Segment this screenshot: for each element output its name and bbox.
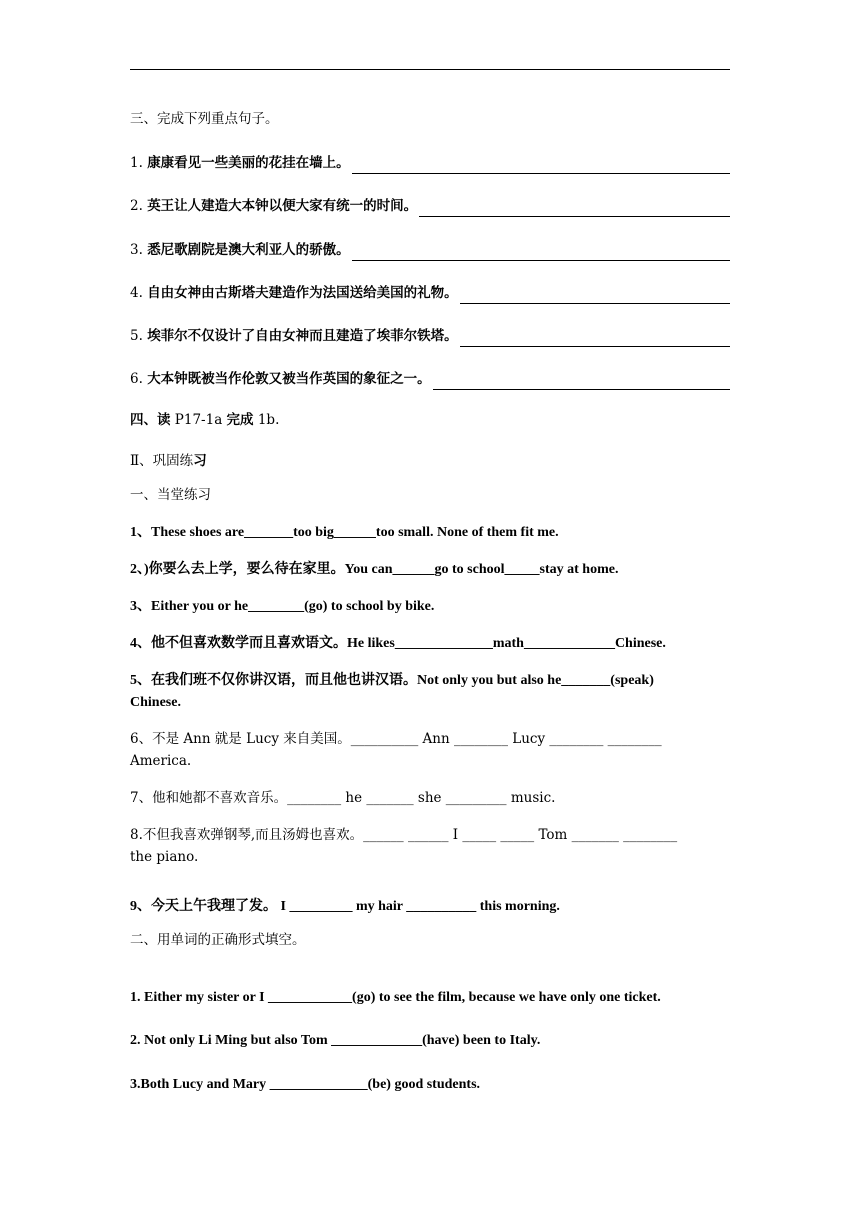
sentence-1-text: 康康看见一些美丽的花挂在墙上。 <box>147 155 350 171</box>
sentence-4-text: 自由女神由古斯塔夫建造作为法国送给美国的礼物。 <box>147 285 458 301</box>
sentence-5-num: 5. <box>130 328 143 344</box>
exercise-q5-line1: 5、在我们班不仅你讲汉语，而且他也讲汉语。Not only you but also he_______(speak) <box>130 673 654 688</box>
sentence-4 <box>130 282 730 304</box>
sentence-5 <box>130 325 730 347</box>
word-form-title: 二、用单词的正确形式填空。 <box>130 932 306 948</box>
exercise-q2: 2、)你要么去上学，要么待在家里。You can______go to school_____stay at home. <box>130 562 619 577</box>
exercise-q6-line1: 6、不是 Ann 就是 Lucy 来自美国。__________ Ann ________ Lucy ________ ________ <box>130 731 662 747</box>
word-form-q1: 1. Either my sister or I ____________(go) to see the film, because we have only one ticket. <box>130 990 661 1005</box>
sentence-2-num: 2. <box>130 198 143 214</box>
exercise-q3: 3、Either you or he________(go) to school by bike. <box>130 599 435 614</box>
exercise-q5-line2: Chinese. <box>130 695 181 710</box>
exercise-q9: 9、今天上午我理了发。 I _________ my hair __________ this morning. <box>130 899 560 914</box>
section-4-title: 四、读 P17-1a 完成 1b. <box>130 412 280 428</box>
word-form-q2: 2. Not only Li Ming but also Tom _____________(have) been to Italy. <box>130 1033 541 1048</box>
sentence-2-blank[interactable] <box>419 201 730 217</box>
class-exercise-title: 一、当堂练习 <box>130 487 211 503</box>
word-form-q3: 3.Both Lucy and Mary ______________(be) good students. <box>130 1077 481 1092</box>
sentence-6-blank[interactable] <box>433 374 730 390</box>
exercise-q4: 4、他不但喜欢数学而且喜欢语文。He likes______________math_____________Chinese. <box>130 636 666 651</box>
sentence-1-blank[interactable] <box>352 158 730 174</box>
sentence-1 <box>130 152 730 174</box>
sentence-5-text: 埃菲尔不仅设计了自由女神而且建造了埃菲尔铁塔。 <box>147 328 458 344</box>
sentence-5-blank[interactable] <box>460 331 730 347</box>
sentence-2 <box>130 195 730 217</box>
sentence-6-num: 6. <box>130 371 143 387</box>
exercise-q8-line2: the piano. <box>130 849 199 865</box>
section-3-title: 三、完成下列重点句子。 <box>130 111 279 127</box>
sentence-4-blank[interactable] <box>460 288 730 304</box>
sentence-2-text: 英王让人建造大本钟以便大家有统一的时间。 <box>147 198 418 214</box>
sentence-6-text: 大本钟既被当作伦敦又被当作英国的象征之一。 <box>147 371 431 387</box>
part-2-title: Ⅱ、巩固练习 <box>130 453 207 469</box>
sentence-3-blank[interactable] <box>352 245 730 261</box>
exercise-q6-line2: America. <box>130 753 192 769</box>
sentence-1-num: 1. <box>130 155 143 171</box>
exercise-q1: 1、These shoes are_______too big______too small. None of them fit me. <box>130 525 559 540</box>
top-rule <box>130 69 730 70</box>
exercise-q7: 7、他和她都不喜欢音乐。________ he _______ she _________ music. <box>130 790 556 806</box>
sentence-3-num: 3. <box>130 242 143 258</box>
sentence-4-num: 4. <box>130 285 143 301</box>
exercise-q8-line1: 8.不但我喜欢弹钢琴,而且汤姆也喜欢。______ ______ I _____ _____ Tom _______ ________ <box>130 827 678 843</box>
sentence-3-text: 悉尼歌剧院是澳大利亚人的骄傲。 <box>147 242 350 258</box>
sentence-6 <box>130 368 730 390</box>
sentence-3 <box>130 239 730 261</box>
